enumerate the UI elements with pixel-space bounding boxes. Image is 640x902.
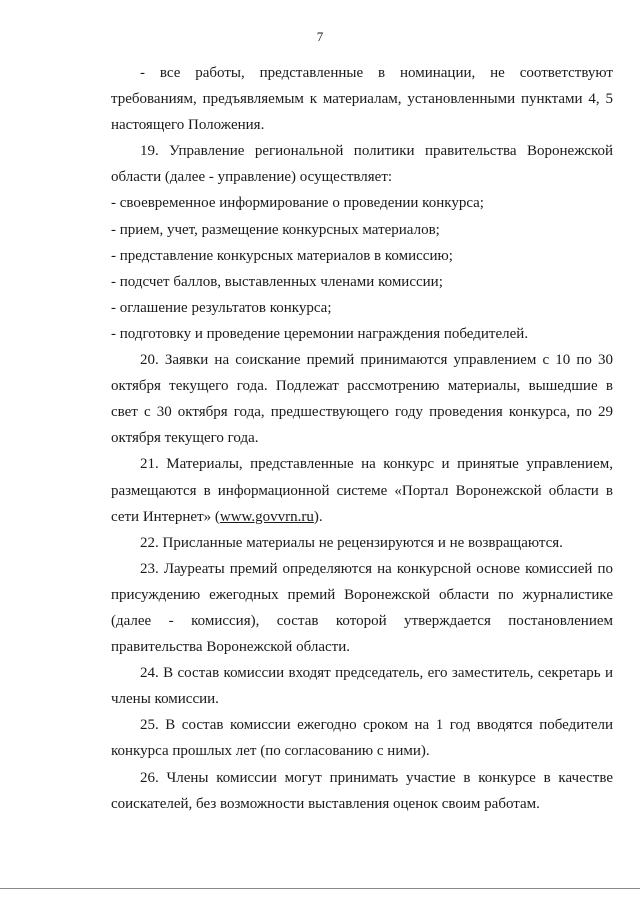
text-line: 22. Присланные материалы не рецензируются и не возвращаются. bbox=[140, 534, 563, 551]
page-number: 7 bbox=[316, 29, 324, 44]
list-item: - подготовку и проведение церемонии награждения победителей. bbox=[111, 325, 529, 342]
text-line: октября текущего года. Подлежат рассмотрению материалы, вышедшие в bbox=[111, 378, 613, 395]
text-line: 21. Материалы, представленные на конкурс и принятые управлением, bbox=[140, 456, 613, 473]
text-line: (далее - комиссия), состав которой утверждается постановлением bbox=[111, 612, 613, 629]
text-line: области (далее - управление) осуществляет: bbox=[111, 169, 393, 186]
paragraph bbox=[111, 712, 613, 764]
text-line: конкурса прошлых лет (по согласованию с ними). bbox=[111, 743, 430, 760]
paragraph bbox=[111, 660, 613, 712]
text-line: настоящего Положения. bbox=[111, 117, 265, 134]
text-line: 19. Управление региональной политики правительства Воронежской bbox=[140, 143, 613, 160]
text-line: - все работы, представленные в номинации, не соответствуют bbox=[140, 65, 613, 81]
text-line: члены комиссии. bbox=[111, 691, 219, 708]
list-item: - представление конкурсных материалов в комиссию; bbox=[111, 247, 453, 264]
paragraph bbox=[111, 556, 613, 660]
text-fragment: сети Интернет» ( bbox=[111, 508, 220, 525]
text-line: октября текущего года. bbox=[111, 430, 259, 447]
list-item: - своевременное информирование о проведении конкурса; bbox=[111, 195, 484, 212]
paragraph bbox=[111, 765, 613, 817]
paragraph bbox=[111, 60, 613, 138]
paragraph bbox=[111, 347, 613, 451]
text-line: 24. В состав комиссии входят председатель, его заместитель, секретарь и bbox=[140, 665, 613, 682]
text-line: присуждению ежегодных премий Воронежской области по журналистике bbox=[111, 586, 613, 603]
text-line: 20. Заявки на соискание премий принимаются управлением с 10 по 30 bbox=[140, 352, 613, 369]
text-line: требованиям, предъявляемым к материалам, установленными пунктами 4, 5 bbox=[111, 91, 613, 108]
text-line: свет с 30 октября года, предшествующего году проведения конкурса, по 29 bbox=[111, 404, 613, 421]
list-item: - прием, учет, размещение конкурсных материалов; bbox=[111, 221, 440, 238]
document-body bbox=[111, 60, 613, 817]
text-line: 23. Лауреаты премий определяются на конкурсной основе комиссией по bbox=[140, 560, 613, 577]
text-line: соискателей, без возможности выставления оценок своим работам. bbox=[111, 795, 540, 812]
text-line: правительства Воронежской области. bbox=[111, 639, 350, 656]
paragraph bbox=[111, 451, 613, 529]
portal-link[interactable]: www.govvrn.ru bbox=[219, 508, 314, 525]
paragraph bbox=[111, 138, 613, 190]
text-line: 25. В состав комиссии ежегодно сроком на 1 год вводятся победители bbox=[140, 717, 613, 734]
list-item: - оглашение результатов конкурса; bbox=[111, 299, 332, 316]
text-line: размещаются в информационной системе «Портал Воронежской области в bbox=[111, 482, 613, 499]
list-item: - подсчет баллов, выставленных членами комиссии; bbox=[111, 273, 443, 290]
page-bottom-rule bbox=[0, 888, 640, 889]
text-fragment: ). bbox=[313, 508, 323, 525]
text-line bbox=[111, 504, 613, 530]
text-line: 26. Члены комиссии могут принимать участие в конкурсе в качестве bbox=[140, 769, 613, 786]
